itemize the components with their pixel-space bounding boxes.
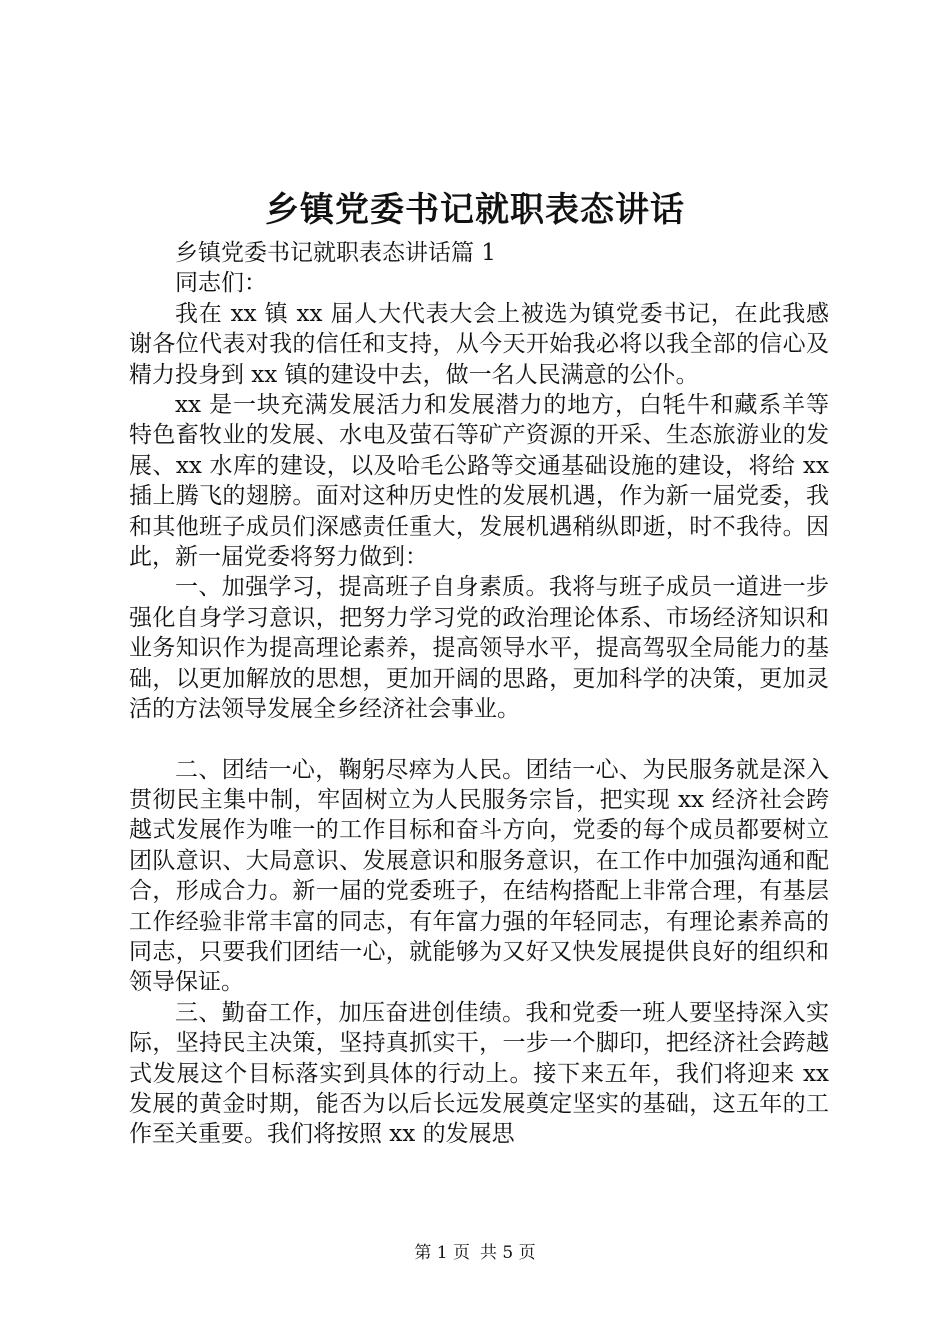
page-total: 共 5 页	[480, 1243, 536, 1263]
document-body	[129, 238, 829, 1150]
paragraph-point-two: 二、团结一心，鞠躬尽瘁为人民。团结一心、为民服务就是深入贯彻民主集中制，牢固树立为人民服务宗旨，把实现 xx 经济社会跨越式发展作为唯一的工作目标和奋斗方向，党委的每个成员都要树立团队意识、大局意识、发展意识和服务意识，在工作中加强沟通和配合，形成合力。新一届的党委班子，在结构搭配上非常合理，有基层工作经验非常丰富的同志，有年富力强的年轻同志，有理论素养高的同志，只要我们团结一心，就能够为又好又快发展提供良好的组织和领导保证。	[129, 756, 829, 996]
paragraph-point-one: 一、加强学习，提高班子自身素质。我将与班子成员一道进一步强化自身学习意识，把努力学习党的政治理论体系、市场经济知识和业务知识作为提高理论素养，提高领导水平，提高驾驭全局能力的基础，以更加解放的思想，更加开阔的思路，更加科学的决策，更加灵活的方法领导发展全乡经济社会事业。	[129, 574, 829, 723]
paragraph-intro: 我在 xx 镇 xx 届人大代表大会上被选为镇党委书记，在此我感谢各位代表对我的信任和支持，从今天开始我必将以我全部的信心及精力投身到 xx 镇的建设中去，做一名人民满意的公仆。	[129, 300, 829, 388]
paragraph-background: xx 是一块充满发展活力和发展潜力的地方，白牦牛和藏系羊等特色畜牧业的发展、水电及萤石等矿产资源的开采、生态旅游业的发展、xx 水库的建设，以及哈毛公路等交通基础设施的建设，将给 xx 插上腾飞的翅膀。面对这种历史性的发展机遇，作为新一届党委，我和其他班子成员们深感责任重大，发展机遇稍纵即逝，时不我待。因此，新一届党委将努力做到：	[129, 392, 829, 571]
paragraph-point-three: 三、勤奋工作，加压奋进创佳绩。我和党委一班人要坚持深入实际，坚持民主决策，坚持真抓实干，一步一个脚印，把经济社会跨越式发展这个目标落实到具体的行动上。接下来五年，我们将迎来 xx 发展的黄金时期，能否为以后长远发展奠定坚实的基础，这五年的工作至关重要。我们将按照 xx 的发展思	[129, 999, 829, 1148]
document-subtitle: 乡镇党委书记就职表态讲话篇 1	[175, 240, 496, 266]
document-title: 乡镇党委书记就职表态讲话	[265, 190, 685, 230]
salutation: 同志们：	[175, 270, 267, 297]
page-footer	[0, 1241, 950, 1265]
page-number: 第 1 页	[414, 1243, 470, 1263]
